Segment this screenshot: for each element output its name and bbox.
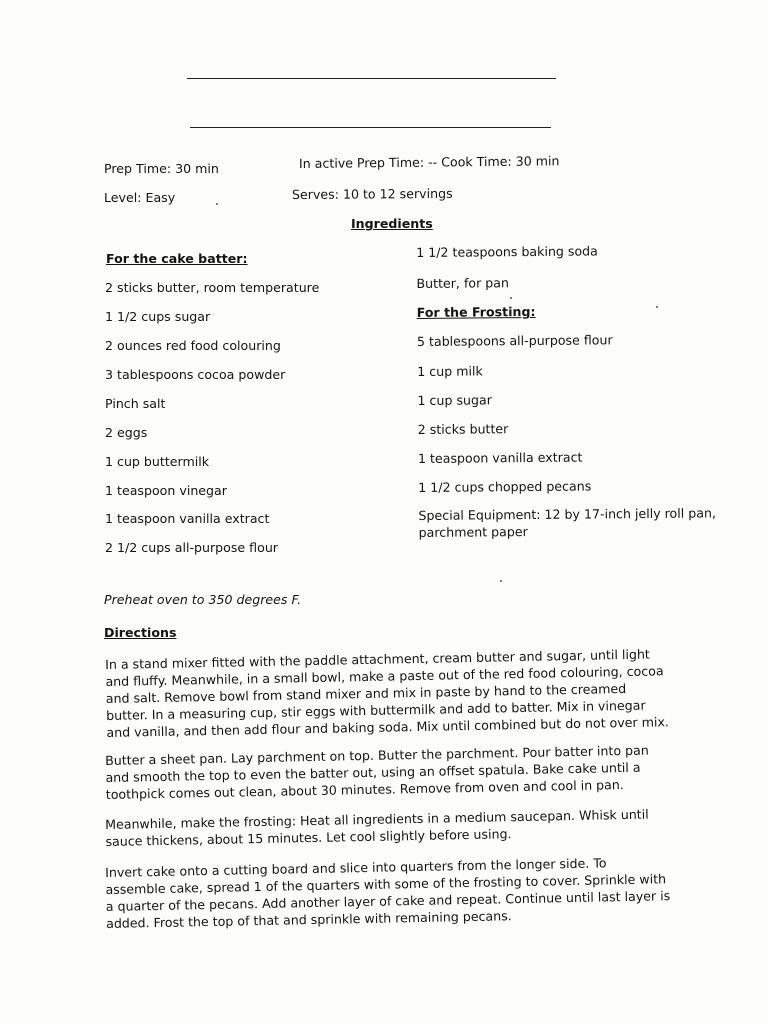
ingredient-item: 1 cup buttermilk	[105, 454, 210, 469]
ingredient-item: 3 tablespoons cocoa powder	[105, 367, 286, 382]
ingredient-item: 2 sticks butter, room temperature	[105, 280, 320, 295]
ingredient-item: Pinch salt	[105, 396, 166, 411]
ingredient-item: 1 cup sugar	[417, 392, 492, 408]
scan-speck	[500, 580, 502, 582]
frosting-subheading: For the Frosting:	[416, 303, 536, 320]
direction-step-2: Butter a sheet pan. Lay parchment on top. Butter the parchment. Pour batter into pan and smooth the top to even the batter out, using an offset spatula. Bake cake until a toothpick comes out clean, about 30 minutes. Remove from oven and cool in pan.	[105, 742, 649, 802]
blank-title-line	[187, 78, 556, 79]
servings: Serves: 10 to 12 servings	[291, 185, 453, 202]
ingredient-item: Butter, for pan	[416, 275, 509, 291]
inactive-and-cook-time: In active Prep Time: -- Cook Time: 30 min	[298, 153, 560, 171]
preheat-note: Preheat oven to 350 degrees F.	[104, 592, 302, 607]
ingredient-item: 2 1/2 cups all-purpose flour	[105, 540, 278, 555]
ingredient-item: 1 teaspoon vanilla extract	[105, 511, 270, 526]
direction-step-4: Invert cake onto a cutting board and slice into quarters from the longer side. To assemble cake, spread 1 of the quarters with some of the frosting to cover. Sprinkle with a quarter of the pecans. Add another layer of cake and repeat. Continue until last layer is added. Frost the top of that and sprinkle with remaining pecans.	[105, 855, 671, 931]
ingredient-item: 1 teaspoon vanilla extract	[417, 449, 583, 466]
ingredient-item: 1 cup milk	[417, 363, 483, 379]
direction-step-1: In a stand mixer fitted with the paddle attachment, cream butter and sugar, until light and fluffy. Meanwhile, in a small bowl, make a paste out of the red food colouring, cocoa and salt. Remove bowl from stand mixer and mix in paste by hand to the creamed butter. In a measuring cup, stir eggs with buttermilk and add to batter. Mix in vinegar and vanilla, and then add flour and baking soda. Mix until combined but do not over mix.	[105, 646, 670, 740]
ingredient-item: 5 tablespoons all-purpose flour	[416, 332, 613, 349]
special-equipment: Special Equipment: 12 by 17-inch jelly roll pan, parchment paper	[418, 505, 716, 540]
ingredient-item: 1 1/2 teaspoons baking soda	[416, 243, 598, 260]
ingredient-item: 2 eggs	[105, 425, 148, 440]
ingredient-item: 2 sticks butter	[417, 421, 509, 437]
ingredient-item: 1 1/2 cups chopped pecans	[418, 478, 592, 495]
ingredients-heading: Ingredients	[351, 216, 433, 231]
scan-speck	[216, 203, 218, 205]
scan-speck	[656, 306, 658, 308]
directions-heading: Directions	[104, 625, 177, 640]
difficulty-level: Level: Easy	[104, 190, 176, 205]
ingredient-item: 2 ounces red food colouring	[105, 338, 281, 353]
scan-speck	[510, 297, 512, 299]
ingredient-item: 1 1/2 cups sugar	[105, 309, 211, 324]
direction-step-3: Meanwhile, make the frosting: Heat all ingredients in a medium saucepan. Whisk until sauce thickens, about 15 minutes. Let cool slightly before using.	[105, 806, 649, 849]
ingredient-item: 1 teaspoon vinegar	[105, 483, 227, 498]
blank-subtitle-line	[190, 127, 551, 128]
cake-batter-subheading: For the cake batter:	[106, 251, 248, 266]
prep-time: Prep Time: 30 min	[104, 161, 219, 176]
